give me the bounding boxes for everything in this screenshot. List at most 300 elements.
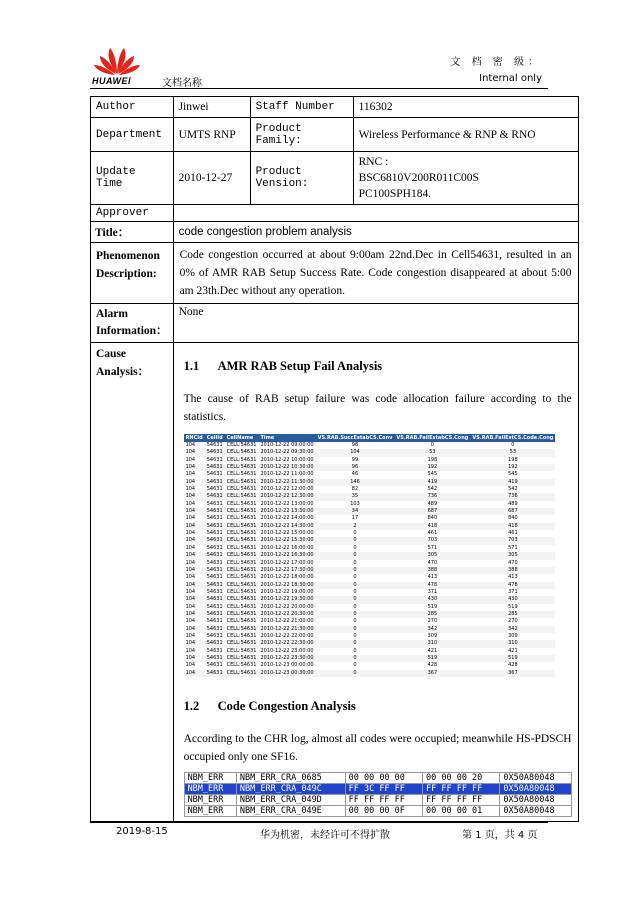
chr-cell: 00 00 00 20 xyxy=(423,773,500,784)
chr-cell: NBM_ERR_CRA_049E xyxy=(236,806,345,817)
stats-cell: 54631 xyxy=(205,596,225,603)
stats-cell: 198 xyxy=(508,456,518,463)
stats-cell: 2010-12-22 20:00:00 xyxy=(260,603,314,610)
stats-cell: 104 xyxy=(184,567,205,574)
huawei-wordmark: HUAWEI xyxy=(92,76,131,86)
chr-row xyxy=(184,795,571,806)
stats-cell: 54631 xyxy=(205,670,225,677)
stats-cell: 54631 xyxy=(206,500,223,507)
stats-cell: 0 xyxy=(316,567,395,574)
stats-cell: 98 xyxy=(351,442,359,448)
stats-cell: CELL:54631 xyxy=(226,464,257,471)
footer-divider xyxy=(90,822,548,823)
stats-cell: 192 xyxy=(394,464,470,471)
stats-cell: 104 xyxy=(184,670,205,677)
stats-cell: 104 xyxy=(184,449,205,456)
stats-cell: 54631 xyxy=(206,471,223,478)
stats-cell: 421 xyxy=(508,647,518,654)
product-family-value: Wireless Performance & RNP & RNO xyxy=(353,118,578,152)
stats-cell: 0 xyxy=(316,640,395,647)
stats-row xyxy=(184,596,556,603)
stats-row xyxy=(184,449,556,456)
stats-cell: 104 xyxy=(184,493,205,500)
approver-value xyxy=(173,205,578,222)
cause-analysis-content xyxy=(173,343,578,822)
stats-cell: 0 xyxy=(353,662,357,669)
stats-cell: 2010-12-22 16:00:00 xyxy=(260,544,314,551)
stats-cell: 104 xyxy=(184,640,205,647)
stats-cell: CELL:54631 xyxy=(226,669,257,676)
stats-cell: 270 xyxy=(427,618,438,625)
security-value: Internal only xyxy=(479,73,542,84)
stats-header-cell: RNCId xyxy=(185,435,203,441)
stats-cell: 388 xyxy=(394,567,470,574)
stats-cell: CELL:54631 xyxy=(226,647,257,654)
stats-header-cell: VS.RAB.FailEstCS.Code.Cong xyxy=(472,435,554,441)
stats-cell: 0 xyxy=(353,647,357,654)
stats-cell: 489 xyxy=(508,500,518,507)
stats-cell: 0 xyxy=(353,530,357,537)
stats-cell: 54631 xyxy=(205,537,225,544)
stats-cell: 104 xyxy=(184,523,205,530)
stats-header-cell: CellName xyxy=(225,434,259,442)
stats-cell: CELL:54631 xyxy=(226,449,257,456)
stats-cell: 419 xyxy=(470,479,555,486)
stats-cell: 54631 xyxy=(205,655,225,662)
cause-label xyxy=(91,343,174,822)
stats-cell: 104 xyxy=(184,508,205,515)
stats-cell: 285 xyxy=(394,611,470,618)
stats-cell: CELL:54631 xyxy=(226,596,257,603)
stats-cell: 2010-12-22 13:00:00 xyxy=(260,500,314,507)
stats-cell: 2010-12-22 13:30:00 xyxy=(260,508,314,515)
stats-cell: 430 xyxy=(470,596,555,603)
stats-cell: 54631 xyxy=(206,559,223,566)
stats-cell: 54631 xyxy=(206,456,223,463)
chr-cell: FF FF FF FF xyxy=(345,795,422,806)
stats-header-cell: Time xyxy=(258,434,315,442)
stats-cell: 430 xyxy=(394,596,470,603)
stats-cell: 104 xyxy=(184,596,205,603)
stats-cell: 146 xyxy=(316,479,395,486)
rab-stats-table xyxy=(184,434,556,677)
stats-cell: 54631 xyxy=(205,523,225,530)
stats-cell: 54631 xyxy=(205,582,225,589)
chr-cell: NBM_ERR xyxy=(184,806,236,817)
stats-cell: 703 xyxy=(394,537,470,544)
stats-cell: 104 xyxy=(185,632,196,639)
stats-cell: CELL:54631 xyxy=(226,581,257,588)
stats-row xyxy=(184,523,556,530)
section-heading-2 xyxy=(184,699,572,714)
chr-cell: FF FF FF FF xyxy=(423,795,500,806)
stats-cell: 2010-12-22 12:30:00 xyxy=(260,493,314,500)
chr-cell: 00 00 00 01 xyxy=(423,806,500,817)
stats-cell: 0 xyxy=(353,544,357,551)
stats-cell: 2010-12-22 17:00:00 xyxy=(260,559,314,566)
version-line-1 xyxy=(359,154,573,170)
stats-cell: 2010-12-22 22:00:00 xyxy=(260,632,314,639)
stats-cell: 104 xyxy=(185,588,196,595)
stats-cell: 840 xyxy=(427,515,438,522)
stats-cell: 478 xyxy=(394,582,470,589)
stats-cell: 478 xyxy=(470,582,555,589)
product-version-label: Product Vension: xyxy=(250,152,353,205)
stats-cell: 54631 xyxy=(206,574,223,581)
huawei-petal-icon xyxy=(92,44,142,76)
stats-cell: 2010-12-22 20:30:00 xyxy=(260,610,314,617)
stats-cell: CELL:54631 xyxy=(226,618,257,625)
chr-row xyxy=(184,784,571,795)
stats-cell: 2010-12-22 22:30:00 xyxy=(260,640,314,647)
stats-cell: 104 xyxy=(185,662,196,669)
phenomenon-label xyxy=(91,243,174,304)
stats-cell: 703 xyxy=(470,537,555,544)
stats-cell: CELL:54631 xyxy=(226,654,257,661)
stats-cell: 2010-12-23 00:30:00 xyxy=(260,669,314,676)
alarm-label xyxy=(91,304,174,343)
stats-cell: CELL:54631 xyxy=(226,632,257,639)
chr-cell: 00 00 00 0F xyxy=(345,806,422,817)
stats-cell: CELL:54631 xyxy=(226,456,257,463)
stats-cell: 2010-12-22 12:00:00 xyxy=(260,486,314,493)
stats-row xyxy=(184,537,556,544)
stats-cell: 2010-12-23 00:00:00 xyxy=(260,662,314,669)
stats-cell: 2010-12-22 17:30:00 xyxy=(260,566,314,573)
stats-cell: 54631 xyxy=(206,603,223,610)
version-line-3: PC100SPH184. xyxy=(358,188,432,200)
footer-date: 2019-8-15 xyxy=(116,826,168,837)
stats-cell: 192 xyxy=(470,464,555,471)
stats-cell: 54631 xyxy=(205,449,225,456)
stats-cell: 2010-12-22 18:00:00 xyxy=(260,574,314,581)
stats-row xyxy=(184,670,556,677)
chr-cell: NBM_ERR xyxy=(184,784,236,795)
alarm-label-line1: Alarm xyxy=(96,308,128,320)
chr-cell: 0X50A80048 xyxy=(500,773,571,784)
stats-cell: 82 xyxy=(351,486,359,493)
chr-cell: 0X50A80048 xyxy=(500,806,571,817)
stats-cell: 104 xyxy=(184,479,205,486)
stats-cell: CELL:54631 xyxy=(226,625,257,632)
stats-cell: 542 xyxy=(427,486,438,493)
stats-row xyxy=(184,655,556,662)
stats-cell: 2010-12-22 21:00:00 xyxy=(260,618,314,625)
footer-confidential: 华为机密，未经许可不得扩散 xyxy=(260,830,390,841)
stats-cell: 0 xyxy=(316,582,395,589)
stats-cell: 0 xyxy=(430,442,434,448)
stats-cell: 46 xyxy=(351,471,359,478)
phenomenon-label-line2: Description: xyxy=(96,268,157,280)
stats-header-cell: VS.RAB.FailEstabCS.Cong xyxy=(396,435,469,441)
stats-cell: 840 xyxy=(508,515,518,522)
stats-cell: 54631 xyxy=(206,647,223,654)
stats-cell: 0 xyxy=(353,574,357,581)
stats-cell: CELL:54631 xyxy=(226,662,257,669)
stats-cell: CELL:54631 xyxy=(226,522,257,529)
stats-cell: 104 xyxy=(184,464,205,471)
update-time-label: Update Time xyxy=(91,152,174,205)
stats-cell: 461 xyxy=(508,530,518,537)
stats-cell: CELL:54631 xyxy=(226,559,257,566)
stats-cell: 104 xyxy=(185,618,196,625)
stats-row xyxy=(184,552,556,559)
stats-cell: 0 xyxy=(316,611,395,618)
stats-cell: 104 xyxy=(185,515,196,522)
chr-cell: 00 00 00 00 xyxy=(345,773,422,784)
stats-cell: CELL:54631 xyxy=(226,610,257,617)
stats-cell: 54631 xyxy=(205,567,225,574)
stats-header-cell: CellId xyxy=(206,435,223,441)
stats-cell: 285 xyxy=(470,611,555,618)
stats-cell: 103 xyxy=(350,500,360,507)
stats-cell: 309 xyxy=(508,632,518,639)
stats-cell: 2010-12-22 18:30:00 xyxy=(260,581,314,588)
stats-row xyxy=(184,662,556,669)
stats-cell: 17 xyxy=(351,515,359,522)
stats-cell: CELL:54631 xyxy=(226,515,257,522)
alarm-value: None xyxy=(173,304,578,343)
stats-cell: 0 xyxy=(353,603,357,610)
stats-cell: 2010-12-22 09:00:00 xyxy=(260,442,314,448)
stats-cell: 0 xyxy=(353,588,357,595)
stats-cell: 736 xyxy=(470,493,555,500)
section-2-title: Code Congestion Analysis xyxy=(217,699,356,713)
stats-cell: 413 xyxy=(427,574,438,581)
stats-cell: 571 xyxy=(508,544,518,551)
stats-cell: 104 xyxy=(185,456,196,463)
stats-row xyxy=(184,582,556,589)
stats-cell: 367 xyxy=(394,670,470,677)
chr-cell: NBM_ERR_CRA_049D xyxy=(236,795,345,806)
stats-row xyxy=(184,589,556,596)
stats-cell: 519 xyxy=(470,655,555,662)
chr-cell: 0X50A80048 xyxy=(500,795,571,806)
stats-cell: 309 xyxy=(427,632,438,639)
stats-cell: CELL:54631 xyxy=(226,442,257,448)
product-family-label: Product Family: xyxy=(250,118,353,152)
stats-row xyxy=(184,545,556,552)
section-2-paragraph: According to the CHR log, almost all codes were occupied; meanwhile HS-PDSCH occupied only one SF16. xyxy=(183,733,572,763)
stats-cell: 388 xyxy=(470,567,555,574)
stats-row xyxy=(184,479,556,486)
stats-cell: 104 xyxy=(185,544,196,551)
stats-cell: CELL:54631 xyxy=(226,478,257,485)
stats-cell: 519 xyxy=(427,603,438,610)
author-value: Jinwei xyxy=(173,97,250,118)
stats-cell: 104 xyxy=(185,442,196,448)
stats-cell: 54631 xyxy=(206,662,223,669)
stats-row xyxy=(184,508,556,515)
case-report-table xyxy=(90,96,579,822)
department-value: UMTS RNP xyxy=(173,118,250,152)
stats-cell: CELL:54631 xyxy=(226,508,257,515)
stats-cell: 2010-12-22 19:30:00 xyxy=(260,596,314,603)
stats-cell: 0 xyxy=(316,626,395,633)
stats-cell: 418 xyxy=(394,523,470,530)
stats-cell: 54631 xyxy=(205,508,225,515)
stats-cell: 54631 xyxy=(205,640,225,647)
product-version-value xyxy=(353,152,578,205)
stats-cell: 0 xyxy=(353,559,357,566)
stats-cell: 53 xyxy=(394,449,470,456)
stats-cell: 371 xyxy=(427,588,438,595)
stats-cell: 2010-12-22 14:00:00 xyxy=(260,515,314,522)
stats-cell: CELL:54631 xyxy=(226,552,257,559)
stats-cell: 470 xyxy=(508,559,518,566)
cause-label-line2: Analysis： xyxy=(96,366,150,378)
document-name: 文档名称 xyxy=(162,78,202,89)
stats-cell: CELL:54631 xyxy=(226,588,257,595)
update-time-value: 2010-12-27 xyxy=(173,152,250,205)
chr-row xyxy=(184,806,571,817)
stats-cell: 104 xyxy=(185,603,196,610)
chr-cell: NBM_ERR_CRA_049C xyxy=(236,784,345,795)
security-label: 文 档 密 级： xyxy=(450,57,542,68)
stats-row xyxy=(184,501,556,508)
stats-cell: 470 xyxy=(427,559,438,566)
stats-cell: 99 xyxy=(351,456,359,463)
stats-cell: 104 xyxy=(184,582,205,589)
version-line-2: BSC6810V200R011C00S xyxy=(358,172,479,184)
stats-cell: 0 xyxy=(316,655,395,662)
stats-row xyxy=(184,486,556,493)
stats-cell: 421 xyxy=(427,647,438,654)
title-label: Title： xyxy=(91,222,174,243)
stats-row xyxy=(184,611,556,618)
stats-row xyxy=(184,471,556,478)
alarm-label-line2: Information： xyxy=(96,325,168,337)
stats-cell: 0 xyxy=(353,618,357,625)
approver-label: Approver xyxy=(91,205,174,222)
stats-cell: 53 xyxy=(470,449,555,456)
stats-cell: 419 xyxy=(394,479,470,486)
stats-cell: 687 xyxy=(470,508,555,515)
stats-cell: 104 xyxy=(316,449,395,456)
stats-cell: 0 xyxy=(316,552,395,559)
stats-cell: 54631 xyxy=(205,552,225,559)
stats-cell: 96 xyxy=(316,464,395,471)
stats-cell: 104 xyxy=(185,500,196,507)
stats-cell: 2010-12-22 23:30:00 xyxy=(260,654,314,661)
stats-cell: 2010-12-22 16:30:00 xyxy=(260,552,314,559)
stats-cell: CELL:54631 xyxy=(226,486,257,493)
stats-cell: CELL:54631 xyxy=(226,537,257,544)
stats-cell: 0 xyxy=(316,537,395,544)
stats-cell: 2010-12-22 10:00:00 xyxy=(260,456,314,463)
author-label: Author xyxy=(91,97,174,118)
stats-cell: CELL:54631 xyxy=(226,500,257,507)
chr-cell: FF FF FF FF xyxy=(423,784,500,795)
stats-cell: 54631 xyxy=(206,486,223,493)
stats-cell: 367 xyxy=(470,670,555,677)
chr-cell: 0X50A80048 xyxy=(500,784,571,795)
stats-row xyxy=(184,640,556,647)
stats-cell: 104 xyxy=(185,530,196,537)
stats-row xyxy=(184,618,556,625)
stats-cell: 428 xyxy=(427,662,438,669)
stats-cell: 428 xyxy=(508,662,518,669)
stats-cell: CELL:54631 xyxy=(226,640,257,647)
chr-cell: FF 3C FF FF xyxy=(345,784,422,795)
stats-cell: 54631 xyxy=(205,493,225,500)
stats-cell: 0 xyxy=(316,596,395,603)
chr-cell: NBM_ERR_CRA_0685 xyxy=(236,773,345,784)
version-rnc: RNC : xyxy=(358,156,389,168)
stats-cell: 687 xyxy=(394,508,470,515)
stats-cell: CELL:54631 xyxy=(226,544,257,551)
stats-cell: 413 xyxy=(508,574,518,581)
stats-cell: 305 xyxy=(470,552,555,559)
footer-page-number: 第 1 页，共 4 页 xyxy=(462,830,538,841)
stats-cell: 342 xyxy=(470,626,555,633)
stats-cell: CELL:54631 xyxy=(226,603,257,610)
stats-cell: 2010-12-22 10:30:00 xyxy=(260,464,314,471)
stats-cell: 342 xyxy=(394,626,470,633)
cause-label-line1: Cause xyxy=(96,348,127,360)
stats-cell: 310 xyxy=(394,640,470,647)
section-1-paragraph: The cause of RAB setup failure was code allocation failure according to the statistics. xyxy=(183,393,572,423)
chr-cell: NBM_ERR xyxy=(184,773,236,784)
stats-cell: CELL:54631 xyxy=(226,566,257,573)
stats-cell: 54631 xyxy=(206,530,223,537)
stats-cell: 2010-12-22 19:00:00 xyxy=(260,588,314,595)
stats-cell: 54631 xyxy=(205,464,225,471)
stats-cell: 0 xyxy=(353,632,357,639)
stats-cell: 2010-12-22 21:30:00 xyxy=(260,625,314,632)
stats-cell: 104 xyxy=(184,611,205,618)
stats-cell: 0 xyxy=(511,442,515,448)
stats-cell: 305 xyxy=(394,552,470,559)
stats-row xyxy=(184,530,556,537)
stats-cell: 542 xyxy=(508,486,518,493)
stats-cell: 104 xyxy=(185,574,196,581)
stats-row xyxy=(184,626,556,633)
stats-cell: 545 xyxy=(508,471,518,478)
stats-row xyxy=(184,464,556,471)
stats-cell: 54631 xyxy=(205,626,225,633)
stats-cell: 270 xyxy=(508,618,518,625)
stats-row xyxy=(184,515,556,522)
stats-cell: 0 xyxy=(316,670,395,677)
stats-cell: 34 xyxy=(316,508,395,515)
stats-cell: 461 xyxy=(427,530,438,537)
phenomenon-label-line1: Phenomenon xyxy=(96,250,160,262)
chr-log-table xyxy=(184,772,572,817)
stats-cell: 104 xyxy=(185,486,196,493)
stats-cell: CELL:54631 xyxy=(226,471,257,478)
stats-cell: 736 xyxy=(394,493,470,500)
stats-cell: 54631 xyxy=(206,618,223,625)
stats-row xyxy=(184,442,556,449)
stats-cell: 104 xyxy=(184,552,205,559)
stats-cell: 489 xyxy=(427,500,438,507)
stats-row xyxy=(184,574,556,581)
stats-row xyxy=(184,567,556,574)
stats-row xyxy=(184,604,556,611)
stats-cell: 54631 xyxy=(205,479,225,486)
stats-row xyxy=(184,493,556,500)
stats-cell: 371 xyxy=(508,588,518,595)
stats-cell: 54631 xyxy=(206,544,223,551)
stats-cell: 54631 xyxy=(206,515,223,522)
phenomenon-description: Code congestion occurred at about 9:00am 22nd.Dec in Cell54631, resulted in an 0% of AMR RAB Setup Success Rate. Code congestion disappeared at about 5:00 am 23th.Dec without any operation. xyxy=(173,243,578,304)
chr-row xyxy=(184,773,571,784)
stats-cell: 104 xyxy=(184,626,205,633)
stats-cell: 2010-12-22 11:30:00 xyxy=(260,478,314,485)
stats-cell: 2010-12-22 14:30:00 xyxy=(260,522,314,529)
stats-cell: 104 xyxy=(184,655,205,662)
